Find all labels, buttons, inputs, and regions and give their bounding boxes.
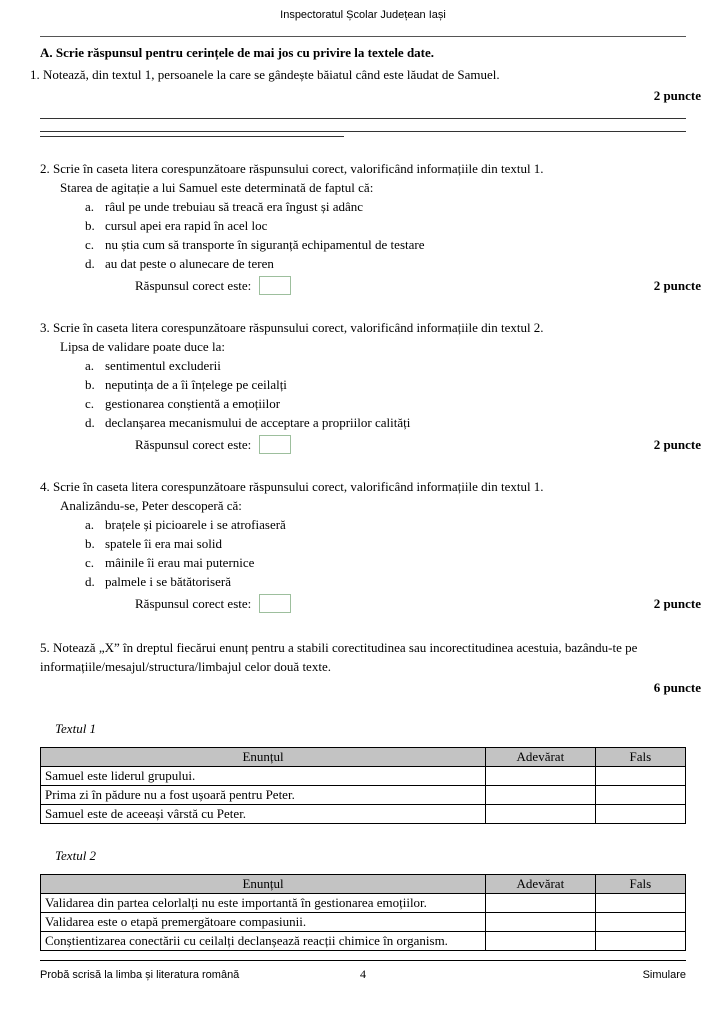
option-letter: b. — [85, 377, 95, 392]
question-3-option-d — [85, 413, 686, 432]
option-letter: a. — [85, 517, 95, 532]
table-row — [41, 805, 686, 824]
question-4-intro: 4. Scrie în caseta litera corespunzătoare răspunsului corect, valorificând informațiile din textul 1. — [40, 479, 544, 494]
column-header-true: Adevărat — [486, 748, 596, 767]
table-row — [41, 932, 686, 951]
option-text: sentimentul excluderii — [105, 358, 221, 373]
option-text: nu știa cum să transporte în siguranță echipamentul de testare — [105, 237, 425, 252]
column-header-statement: Enunțul — [41, 748, 486, 767]
false-mark-cell[interactable] — [595, 932, 685, 951]
question-4-option-a — [85, 515, 686, 534]
question-3-option-b — [85, 375, 686, 394]
document-header-title: Inspectoratul Școlar Județean Iași — [280, 9, 446, 21]
column-header-statement: Enunțul — [41, 875, 486, 894]
question-3-answer-box[interactable] — [259, 435, 291, 454]
table-2-caption: Textul 2 — [55, 848, 97, 863]
false-mark-cell[interactable] — [595, 805, 685, 824]
column-header-false: Fals — [595, 875, 685, 894]
true-false-table-2 — [40, 874, 686, 951]
question-3-points: 2 puncte — [653, 437, 701, 452]
question-2-intro: 2. Scrie în caseta litera corespunzătoare răspunsului corect, valorificând informațiile din textul 1. — [40, 161, 544, 176]
answer-label: Răspunsul corect este: — [135, 596, 252, 611]
option-letter: c. — [85, 396, 95, 411]
option-letter: d. — [85, 574, 95, 589]
question-3-answer-row — [135, 434, 701, 455]
option-text: au dat peste o alunecare de teren — [105, 256, 274, 271]
question-1-points: 2 puncte — [653, 88, 701, 103]
question-4-answer-row — [135, 593, 701, 614]
table-row — [41, 913, 686, 932]
table-row — [41, 767, 686, 786]
false-mark-cell[interactable] — [595, 894, 685, 913]
option-text: neputința de a îi înțelege pe ceilalți — [105, 377, 287, 392]
answer-label: Răspunsul corect este: — [135, 278, 252, 293]
column-header-false: Fals — [595, 748, 685, 767]
question-3-intro: 3. Scrie în caseta litera corespunzătoare răspunsului corect, valorificând informațiile din textul 2. — [40, 320, 544, 335]
option-text: râul pe unde trebuiau să treacă era îngust și adânc — [105, 199, 364, 214]
statement-cell: Samuel este de aceeași vârstă cu Peter. — [41, 805, 486, 824]
question-2-points: 2 puncte — [653, 278, 701, 293]
option-letter: d. — [85, 256, 95, 271]
question-2-stem: Starea de agitație a lui Samuel este determinată de faptul că: — [60, 180, 374, 195]
answer-label: Răspunsul corect este: — [135, 437, 252, 452]
statement-cell: Validarea este o etapă premergătoare compasiunii. — [41, 913, 486, 932]
question-2-answer-row — [135, 275, 701, 296]
question-4-option-c — [85, 553, 686, 572]
table-row — [41, 786, 686, 805]
true-mark-cell[interactable] — [486, 913, 596, 932]
table-1-header-row — [41, 748, 686, 767]
false-mark-cell[interactable] — [595, 913, 685, 932]
true-false-table-1 — [40, 747, 686, 824]
statement-cell: Validarea din partea celorlalți nu este importantă în gestionarea emoțiilor. — [41, 894, 486, 913]
footer-page-number: 4 — [360, 967, 366, 981]
option-text: palmele i se bătătoriseră — [105, 574, 231, 589]
true-mark-cell[interactable] — [486, 805, 596, 824]
statement-cell: Conștientizarea conectării cu ceilalți declanșează reacții chimice în organism. — [41, 932, 486, 951]
question-3-option-a — [85, 356, 686, 375]
question-3-stem: Lipsa de validare poate duce la: — [60, 339, 225, 354]
option-letter: d. — [85, 415, 95, 430]
table-1-caption: Textul 1 — [55, 721, 97, 736]
option-letter: c. — [85, 555, 95, 570]
question-1-text: 1. Notează, din textul 1, persoanele la care se gândește băiatul când este lăudat de Samuel. — [30, 67, 500, 82]
option-text: declanșarea mecanismului de acceptare a propriilor calități — [105, 415, 411, 430]
option-text: gestionarea conștientă a emoțiilor — [105, 396, 281, 411]
false-mark-cell[interactable] — [595, 767, 685, 786]
option-letter: b. — [85, 536, 95, 551]
header-rule — [40, 36, 686, 37]
question-2-option-c — [85, 235, 686, 254]
option-letter: b. — [85, 218, 95, 233]
true-mark-cell[interactable] — [486, 786, 596, 805]
statement-cell: Prima zi în pădure nu a fost ușoară pentru Peter. — [41, 786, 486, 805]
question-5-text: 5. Notează „X” în dreptul fiecărui enunț pentru a stabili corectitudinea sau incorectitudinea acestuia, bazându-te pe informațiile/mesajul/structura/limbajul celor două texte. — [40, 640, 638, 674]
question-4-option-b — [85, 534, 686, 553]
question-2 — [40, 159, 701, 296]
footer-simulation-label: Simulare — [642, 969, 686, 981]
true-mark-cell[interactable] — [486, 767, 596, 786]
option-text: spatele îi era mai solid — [105, 536, 222, 551]
question-2-answer-box[interactable] — [259, 276, 291, 295]
question-4-stem: Analizându-se, Peter descoperă că: — [60, 498, 242, 513]
option-text: brațele și picioarele i se atrofiaseră — [105, 517, 286, 532]
option-letter: a. — [85, 358, 95, 373]
page-footer — [40, 960, 686, 982]
footer-exam-name: Probă scrisă la limba și literatura română — [40, 969, 240, 981]
column-header-true: Adevărat — [486, 875, 596, 894]
answer-line-1 — [40, 118, 686, 119]
answer-line-3 — [40, 136, 344, 137]
option-text: cursul apei era rapid în acel loc — [105, 218, 268, 233]
table-row — [41, 894, 686, 913]
question-5-points: 6 puncte — [653, 680, 701, 695]
false-mark-cell[interactable] — [595, 786, 685, 805]
true-mark-cell[interactable] — [486, 894, 596, 913]
option-letter: c. — [85, 237, 95, 252]
question-4-answer-box[interactable] — [259, 594, 291, 613]
question-5 — [40, 638, 701, 697]
option-text: mâinile îi erau mai puternice — [105, 555, 255, 570]
question-2-option-d — [85, 254, 686, 273]
answer-line-2 — [40, 131, 686, 132]
option-letter: a. — [85, 199, 95, 214]
question-1 — [30, 65, 701, 137]
question-4-points: 2 puncte — [653, 596, 701, 611]
statement-cell: Samuel este liderul grupului. — [41, 767, 486, 786]
question-2-option-a — [85, 197, 686, 216]
question-4 — [40, 477, 701, 614]
table-2-header-row — [41, 875, 686, 894]
question-3 — [40, 318, 701, 455]
section-a-title: A. Scrie răspunsul pentru cerințele de mai jos cu privire la textele date. — [40, 45, 435, 60]
question-2-option-b — [85, 216, 686, 235]
question-4-option-d — [85, 572, 686, 591]
question-3-option-c — [85, 394, 686, 413]
true-mark-cell[interactable] — [486, 932, 596, 951]
